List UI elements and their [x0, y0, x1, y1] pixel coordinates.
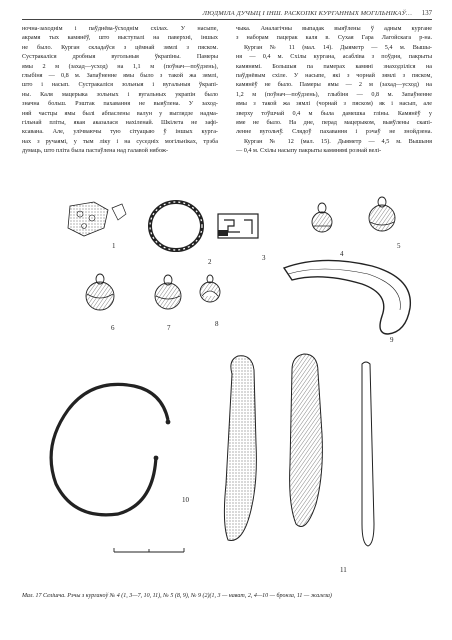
- figure-number-10: 10: [182, 496, 189, 504]
- figure-number-2: 2: [208, 258, 212, 266]
- text-line: ночна-заходнім і паўднёва-ўсходнім схілах. У насыпе,: [22, 25, 218, 32]
- artifact-4-bell: [312, 203, 332, 232]
- text-line: гільнай пліты, якая аказалася нахіленай. Шкілета не зафі-: [22, 119, 218, 127]
- scale-bar: [114, 548, 184, 552]
- text-line: ны. Каля мацерыка зольных і вугальных украпін было: [22, 90, 218, 98]
- artifact-5-bell: [369, 197, 395, 231]
- artifact-11-iron-object: [224, 354, 374, 546]
- text-line: Курган № 11 (мал. 14). Дыяметр — 5,4 м. Вышы-: [244, 43, 432, 51]
- artifact-7-bell: [155, 275, 181, 309]
- text-line: што і насып. Сустракаліся зольныя і вугальныя ўкрапі-: [22, 81, 218, 89]
- text-line: Сустракаліся дробныя вугольныя ўкрапіны. Памеры: [22, 53, 218, 61]
- running-header: ЛЮДМІЛА ДУЧЫЦ І ІНШ. РАСКОПКІ КУРГАННЫХ МОГІЛЬНІКАЎ…: [202, 10, 412, 17]
- text-line: з наборам пацерак каля в. Сухая Гара Лагойскага р-на.: [236, 34, 432, 42]
- artifact-1-fragment: [68, 202, 126, 236]
- figure-number-3: 3: [262, 254, 266, 262]
- artifact-plate: [22, 184, 432, 584]
- figure-number-7: 7: [167, 324, 171, 332]
- caption-text: Селішча. Рэчы з курганоў № 4 (1, 3—7, 10, 11), № 5 (8, 9), № 9 (2)(1, 3 — нават, 2, 4—10 — бронза, 11 — жалеза): [43, 593, 332, 599]
- text-line: не было. Курган складаўся з цёмнай зямлі з пяском.: [22, 43, 218, 51]
- artifact-6-bell: [86, 274, 114, 310]
- figure-number-6: 6: [111, 324, 115, 332]
- text-line: ямы з такой жа зямлі (чорнай з пяском) як і насып, але: [236, 100, 432, 108]
- figure-number-9: 9: [390, 336, 394, 344]
- text-line: думаць, што пліта была пастаўлена над галавой нябож-: [22, 147, 169, 155]
- text-line: Курган № 12 (мал. 15). Дыяметр — 4,5 м. Вышыня: [244, 137, 432, 145]
- text-line: значна больш. Рэштак пахавання не выяўлена. У заход-: [22, 100, 218, 108]
- text-line: глыбіня — 0,8 м. Запаўненне ямы было з такой жа зямлі,: [22, 72, 218, 80]
- text-line: — 0,4 м. Схілы насыпу пакрыты камянямі рознай велі-: [236, 147, 382, 155]
- text-line: камянямі. Большыя па памерах камяні знаходзіліся на: [236, 62, 432, 70]
- text-line: 1,2 м (поўнач—поўдзень), глыбіня — 0,8 м. Запаўненне: [236, 90, 432, 98]
- artifact-10-neck-ring: [51, 384, 170, 514]
- artifact-8-bell: [200, 275, 220, 302]
- left-column: [22, 24, 218, 156]
- artifact-9-wire-bracelet: [284, 260, 410, 334]
- figure-number-1: 1: [112, 242, 116, 250]
- text-line: акрамя тых камянёў, што выступалі на паверхні, іншых: [22, 34, 218, 42]
- text-line: ямы 2 м (захад—усход) на 1,1 м (поўнач—поўдзень),: [22, 62, 218, 70]
- text-line: ленне вугольчў. Слядоў пахавання і рэчаў не знойдзена.: [236, 128, 432, 136]
- figure-number-8: 8: [215, 320, 219, 328]
- text-line: няй частцы ямы былі абпаслены валун у выглядзе надма-: [22, 109, 218, 117]
- text-line: нах з ручаямі, у тым ліку і на суседніх могільніках, трэба: [22, 137, 218, 145]
- figure-number-5: 5: [397, 242, 401, 250]
- text-line: камянёў не было. Памеры ямы — 2 м (захад—усход) на: [236, 81, 432, 89]
- text-line: чыка. Аналагічны выпадак выяўлены ў адным кургане: [236, 25, 432, 32]
- header-rule: [22, 19, 432, 20]
- text-line: паўднёвым схіле. У насыпе, які з чорнай зямлі з пяском,: [236, 72, 432, 80]
- caption-label: Мал. 17: [22, 593, 42, 599]
- page-number: 137: [421, 10, 432, 17]
- figure-number-11: 11: [340, 566, 347, 574]
- text-line: ксавана. Але, улічваючы тую сітуацыю ў іншых курга-: [22, 128, 218, 136]
- text-line: ня — 0,4 м. Схілы кургана, асабліва з поўдня, пакрыты: [236, 53, 432, 61]
- text-line: зверху тоўшчай 0,4 м была дамешка гліны. Камянёў у: [236, 109, 432, 117]
- artifact-2-twisted-ring: [150, 202, 202, 250]
- figure-caption: [22, 592, 432, 600]
- right-column: [236, 24, 432, 156]
- artifact-3-openwork-pendant: [218, 214, 258, 238]
- text-line: яме не было. На дне, перад мацерыком, выяўлены скапі-: [236, 119, 432, 127]
- figure-number-4: 4: [340, 250, 344, 258]
